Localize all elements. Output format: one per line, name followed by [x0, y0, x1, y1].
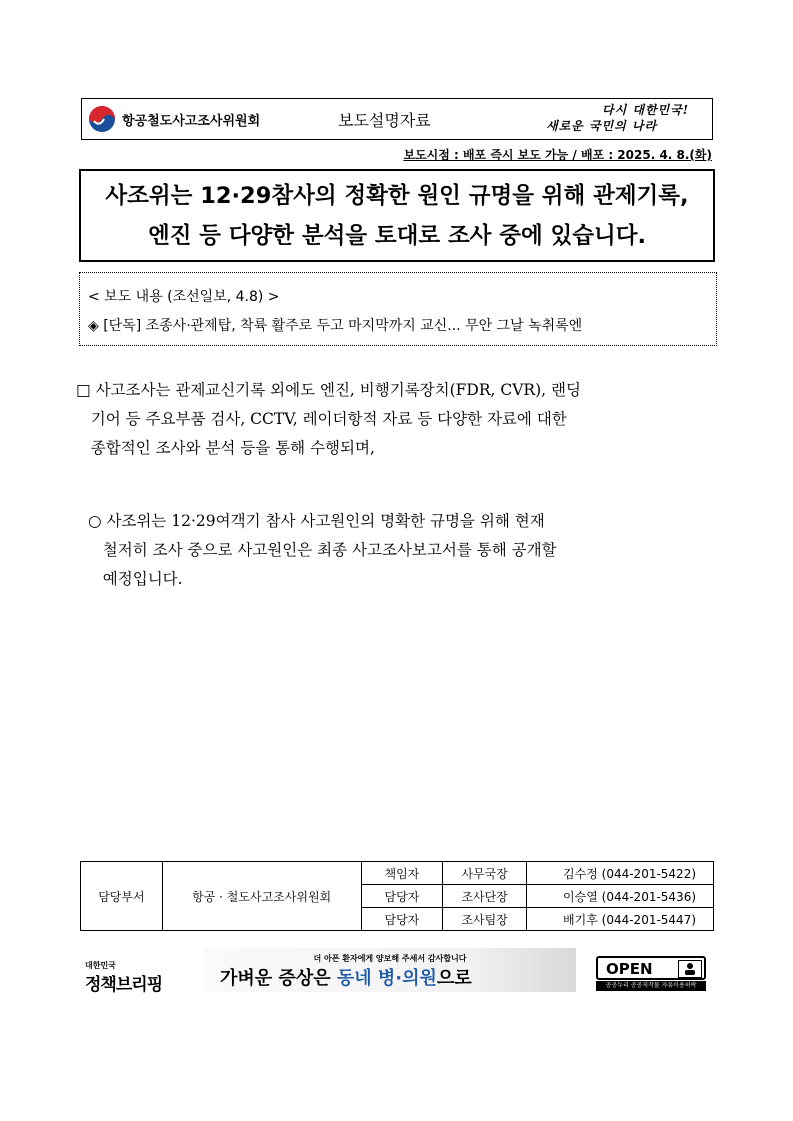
person-icon — [679, 961, 701, 977]
contact-role: 담당자 — [361, 885, 443, 908]
paragraph-1 — [76, 376, 581, 463]
contact-table — [80, 861, 714, 931]
title-line-2: 엔진 등 다양한 분석을 토대로 조사 중에 있습니다. — [147, 223, 647, 249]
campaign-banner — [204, 948, 576, 992]
kogl-open-license — [596, 956, 706, 992]
contact-position: 조사팀장 — [443, 908, 527, 931]
open-license-box — [596, 956, 706, 980]
document-type: 보도설명자료 — [338, 111, 431, 130]
government-emblem-icon — [88, 105, 116, 133]
license-type-icon — [678, 960, 702, 978]
policy-briefing-title: 정책브리핑 — [85, 975, 163, 995]
slogan-line-1: 다시 대한민국! — [602, 103, 689, 117]
report-source: < 보도 내용 (조선일보, 4.8) > — [88, 289, 280, 305]
report-box — [79, 272, 717, 346]
title-box — [79, 169, 715, 262]
title-line-1: 사조위는 12·29참사의 정확한 원인 규명을 위해 관제기록, — [105, 183, 689, 209]
contact-person: 배기후 (044-201-5447) — [527, 908, 714, 931]
banner-title-b: 동네 병·의원 — [336, 968, 437, 989]
contact-role: 책임자 — [361, 862, 443, 885]
dept-label: 담당부서 — [81, 862, 163, 931]
open-text: OPEN — [606, 960, 653, 978]
contact-position: 조사단장 — [443, 885, 527, 908]
header-box — [81, 98, 713, 140]
banner-title-a: 가벼운 증상은 — [220, 968, 337, 989]
open-license-caption: 공공누리 공공저작물 자유이용허락 — [596, 981, 706, 991]
paragraph-1-line-3: 종합적인 조사와 분석 등을 통해 수행되며, — [76, 439, 375, 457]
release-info: 보도시점 : 배포 즉시 보도 가능 / 배포 : 2025. 4. 8.(화) — [403, 148, 712, 162]
dept-name: 항공 · 철도사고조사위원회 — [162, 862, 361, 931]
banner-title-c: 으로 — [436, 968, 472, 989]
contact-person: 이승열 (044-201-5436) — [527, 885, 714, 908]
contact-person: 김수정 (044-201-5422) — [527, 862, 714, 885]
paragraph-2-line-2: 철저히 조사 중으로 사고원인은 최종 사고조사보고서를 통해 공개할 — [88, 541, 557, 559]
paragraph-2 — [88, 507, 557, 594]
paragraph-2-line-1: ○ 사조위는 12·29여객기 참사 사고원인의 명확한 규명을 위해 현재 — [88, 512, 545, 530]
slogan — [542, 100, 708, 138]
paragraph-1-line-2: 기어 등 주요부품 검사, CCTV, 레이더항적 자료 등 다양한 자료에 대한 — [76, 410, 567, 428]
paragraph-2-line-3: 예정입니다. — [88, 570, 183, 588]
contact-role: 담당자 — [361, 908, 443, 931]
policy-briefing-small: 대한민국 — [85, 961, 116, 970]
slogan-line-2: 새로운 국민의 나라 — [546, 119, 658, 133]
table-row — [81, 862, 714, 885]
banner-title — [220, 964, 472, 990]
policy-briefing-logo — [85, 960, 175, 994]
report-headline: ◈ [단독] 조종사·관제탑, 착륙 활주로 두고 마지막까지 교신... 무안 그날 녹취록엔 — [88, 318, 583, 334]
contact-position: 사무국장 — [443, 862, 527, 885]
paragraph-1-line-1: □ 사고조사는 관제교신기록 외에도 엔진, 비행기록장치(FDR, CVR), 랜딩 — [76, 381, 581, 399]
organization-name: 항공철도사고조사위원회 — [122, 114, 261, 129]
banner-subtitle: 더 아픈 환자에게 양보해 주세서 감사합니다 — [313, 954, 467, 963]
